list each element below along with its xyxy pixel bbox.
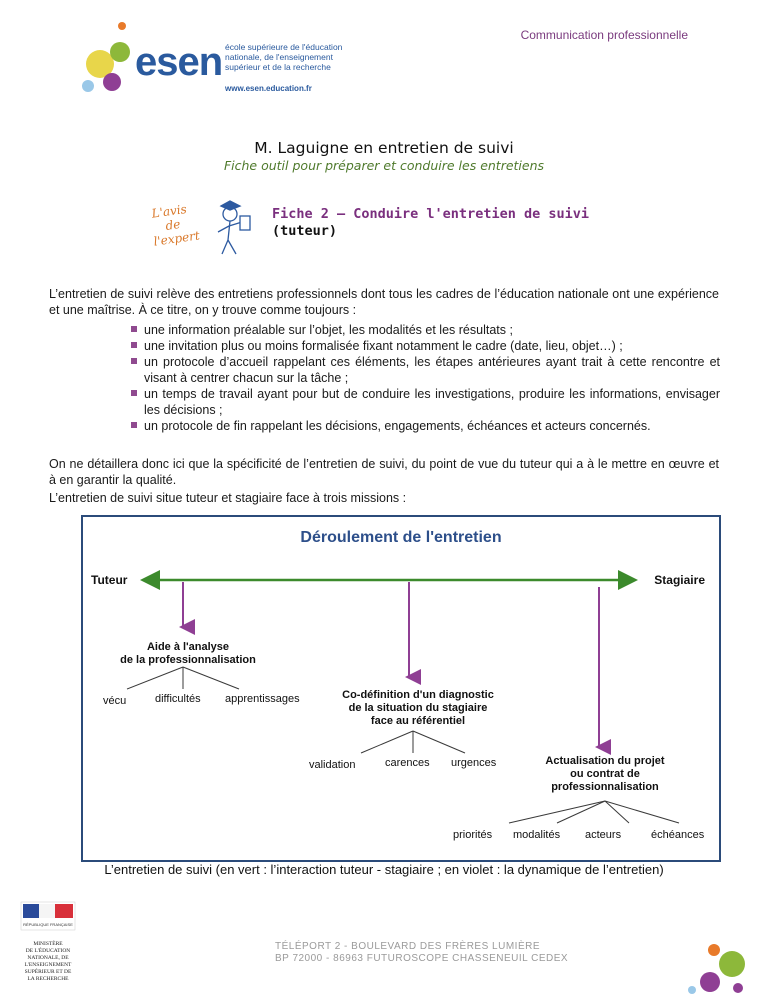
logo-dot-green: [110, 42, 130, 62]
document-title: M. Laguigne en entretien de suivi: [254, 139, 514, 157]
logo-dot-orange: [118, 22, 126, 30]
trainee-label: Stagiaire: [654, 573, 705, 587]
ministry-emblem: [19, 900, 77, 982]
list-item: une invitation plus ou moins formalisée fixant notamment le cadre (date, lieu, objet…) ;: [130, 338, 720, 354]
list-item: un temps de travail ayant pour but de conduire les investigations, produire les informations, envisager les décisions ;: [130, 386, 720, 418]
fiche-heading-role: (tuteur): [272, 223, 338, 239]
node-analysis: Aide à l'analyse de la professionnalisation: [120, 641, 256, 666]
diagram-caption: L’entretien de suivi (en vert : l’interaction tuteur - stagiaire ; en violet : la dynamique de l’entretien): [104, 862, 664, 877]
logo-dot-blue: [82, 80, 94, 92]
interview-flow-diagram: [81, 515, 721, 862]
missions-paragraph: L’entretien de suivi situe tuteur et stagiaire face à trois missions :: [49, 491, 407, 505]
node1-branches: [127, 667, 239, 689]
diagram-title: Déroulement de l'entretien: [300, 529, 502, 546]
node3-branches: [509, 801, 679, 823]
decorative-dots-icon: [660, 930, 760, 994]
scope-paragraph: On ne détaillera donc ici que la spécificité de l’entretien de suivi, du point de vue du tuteur qui a à le mettre en œuvre et à en garantir la qualité.: [49, 457, 719, 487]
node2-child: carences: [385, 757, 430, 769]
node2-child: validation: [309, 759, 356, 771]
footer-address: TÉLÉPORT 2 - BOULEVARD DES FRÈRES LUMIÈRE BP 72000 - 86963 FUTUROSCOPE CHASSENEUIL CEDEX: [275, 941, 569, 964]
node2-branches: [361, 731, 465, 753]
document-subtitle: Fiche outil pour préparer et conduire les entretiens: [223, 158, 545, 173]
node1-child: vécu: [103, 695, 127, 707]
node1-child: apprentissages: [225, 693, 300, 705]
node-diagnosis: Co-définition d'un diagnostic de la situation du stagiaire face au référentiel: [342, 689, 494, 727]
logo-url: www.esen.education.fr: [225, 84, 312, 93]
list-item: un protocole d’accueil rappelant ces éléments, les étapes antérieures ayant trait à cette rencontre et visant à centrer chacun sur la tâche ;: [130, 354, 720, 386]
node2-child: urgences: [451, 757, 497, 769]
logo-dot-purple: [103, 73, 121, 91]
fiche-heading-main: Fiche 2 – Conduire l'entretien de suivi: [272, 206, 589, 222]
ministry-name: MINISTÈRE DE L'ÉDUCATION NATIONALE, DE L'ENSEIGNEMENT SUPÉRIEUR ET DE LA RECHERCHE: [24, 941, 72, 982]
logo-tagline: école supérieure de l'éducation nationale, de l'enseignement supérieur et de la recherche: [225, 42, 343, 72]
svg-text:l'expert: l'expert: [152, 228, 201, 249]
node1-child: difficultés: [155, 693, 201, 705]
fiche-heading: [272, 206, 589, 240]
list-item: une information préalable sur l’objet, les modalités et les résultats ;: [130, 322, 720, 338]
header-section-label: Communication professionnelle: [520, 28, 688, 42]
node-project-update: Actualisation du projet ou contrat de professionnalisation: [545, 755, 665, 793]
expert-badge-text: [150, 201, 201, 249]
svg-text:L'avis: L'avis: [150, 201, 188, 221]
list-item: un protocole de fin rappelant les décisions, engagements, échéances et acteurs concernés.: [130, 418, 720, 434]
intro-paragraph: L’entretien de suivi relève des entretiens professionnels dont tous les cadres de l’éducation nationale ont une expérience et une maîtrise. À ce titre, on y trouve comme toujours :: [49, 287, 719, 317]
node3-child: priorités: [453, 829, 493, 841]
expert-badge-illustration: [150, 196, 260, 260]
bullet-list: [130, 322, 720, 434]
graduate-figure-icon: [218, 201, 250, 254]
logo-wordmark: esen: [135, 40, 223, 84]
svg-text:de: de: [164, 216, 182, 233]
tutor-label: Tuteur: [91, 573, 128, 587]
svg-text:RÉPUBLIQUE FRANÇAISE: RÉPUBLIQUE FRANÇAISE: [23, 922, 73, 927]
node3-child: acteurs: [585, 829, 622, 841]
marianne-flag-icon: [19, 900, 77, 932]
node3-child: modalités: [513, 829, 561, 841]
node3-child: échéances: [651, 829, 705, 841]
